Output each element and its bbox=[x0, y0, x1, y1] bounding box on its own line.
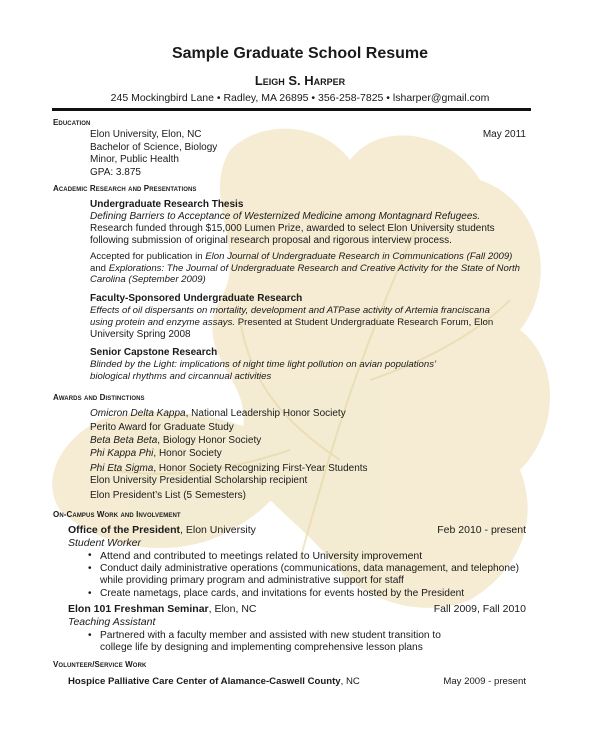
award-item bbox=[90, 475, 307, 487]
capstone-topic-cont: biological rhythms and circannual activities bbox=[90, 371, 272, 382]
section-heading-education: Education bbox=[53, 118, 91, 127]
job-bullet: Create nametags, place cards, and invitations for events hosted by the President bbox=[100, 588, 465, 599]
thesis-funding-cont: following submission of original research proposal and rigorous interview process. bbox=[90, 235, 452, 246]
award-name: Omicron Delta Kappa bbox=[90, 408, 186, 419]
job-bullet: Partnered with a faculty member and assisted with new student transition to bbox=[100, 630, 441, 641]
award-name: Phi Kappa Phi bbox=[90, 448, 154, 459]
section-heading-volunteer: Volunteer/Service Work bbox=[53, 660, 147, 669]
faculty-research-presented: Presented at Student Undergraduate Research Forum, Elon bbox=[235, 317, 494, 328]
publication-and: and bbox=[90, 263, 109, 274]
job-date: Fall 2009, Fall 2010 bbox=[433, 603, 526, 615]
award-desc: , Biology Honor Society bbox=[157, 435, 262, 446]
award-name: Beta Beta Beta bbox=[90, 435, 158, 446]
award-desc: , Honor Society bbox=[153, 448, 222, 459]
bullet-icon: • bbox=[88, 563, 92, 574]
faculty-research-topic-cont: using protein and enzyme assays. bbox=[90, 317, 236, 328]
job-place: , Elon, NC bbox=[208, 603, 257, 615]
thesis-title: Undergraduate Research Thesis bbox=[90, 199, 244, 210]
job-role: Student Worker bbox=[68, 537, 141, 549]
award-item bbox=[90, 422, 234, 434]
job-role: Teaching Assistant bbox=[68, 616, 156, 628]
section-heading-research: Academic Research and Presentations bbox=[53, 184, 197, 193]
volunteer-place: , NC bbox=[340, 676, 360, 687]
award-desc: Perito Award for Graduate Study bbox=[90, 422, 234, 433]
award-item bbox=[90, 490, 246, 502]
job-bullet: Attend and contributed to meetings related to University improvement bbox=[100, 550, 423, 562]
job-bullet-cont: college life by designing and implementing comprehensive lesson plans bbox=[100, 642, 423, 653]
education-degree: Bachelor of Science, Biology bbox=[90, 142, 218, 153]
education-gpa: GPA: 3.875 bbox=[90, 167, 141, 178]
job-bullet-cont: while providing primary program and administrative support for staff bbox=[100, 575, 404, 586]
award-desc: Elon President’s List (5 Semesters) bbox=[90, 490, 246, 501]
faculty-research-topic: Effects of oil dispersants on mortality, development and ATPase activity of Artemia franciscana bbox=[90, 305, 490, 316]
faculty-research-title: Faculty-Sponsored Undergraduate Research bbox=[90, 293, 303, 304]
award-item bbox=[90, 463, 368, 475]
section-heading-awards: Awards and Distinctions bbox=[53, 393, 145, 402]
capstone-topic: Blinded by the Light: implications of night time light pollution on avian populations’ bbox=[90, 359, 437, 370]
applicant-name: Leigh S. Harper bbox=[254, 73, 346, 88]
thesis-topic: Defining Barriers to Acceptance of Westernized Medicine among Montagnard Refugees. bbox=[90, 211, 481, 222]
volunteer-org: Hospice Palliative Care Center of Alamance-Caswell County bbox=[68, 676, 341, 687]
education-date: May 2011 bbox=[482, 129, 526, 140]
section-heading-work: On-Campus Work and Involvement bbox=[53, 510, 181, 519]
award-desc: Elon University Presidential Scholarship recipient bbox=[90, 475, 308, 486]
job-org: Office of the President bbox=[68, 524, 181, 536]
award-desc: , National Leadership Honor Society bbox=[185, 408, 346, 419]
award-desc: , Honor Society Recognizing First-Year Students bbox=[153, 463, 368, 474]
award-item bbox=[90, 435, 261, 447]
publication-journal-2-cont: Carolina (September 2009) bbox=[90, 274, 206, 285]
education-minor: Minor, Public Health bbox=[90, 154, 179, 165]
faculty-research-date: University Spring 2008 bbox=[90, 329, 191, 340]
document-title: Sample Graduate School Resume bbox=[171, 45, 429, 62]
job-place: , Elon University bbox=[180, 524, 256, 536]
award-item bbox=[90, 408, 346, 420]
volunteer-date: May 2009 - present bbox=[443, 676, 526, 687]
contact-info: 245 Mockingbird Lane • Radley, MA 26895 • 356-258-7825 • lsharper@gmail.com bbox=[110, 92, 490, 104]
award-item bbox=[90, 448, 222, 460]
bullet-icon: • bbox=[88, 630, 92, 641]
bullet-icon: • bbox=[88, 588, 92, 599]
publication-prefix: Accepted for publication in bbox=[90, 251, 206, 262]
job-date: Feb 2010 - present bbox=[437, 524, 526, 536]
education-school: Elon University, Elon, NC bbox=[90, 129, 202, 140]
award-name: Phi Eta Sigma bbox=[90, 463, 154, 474]
publication-journal-2: Explorations: The Journal of Undergraduate Research and Creative Activity for the State of North bbox=[108, 263, 521, 274]
header-rule bbox=[52, 108, 531, 111]
publication-journal-1: Elon Journal of Undergraduate Research in Communications (Fall 2009) bbox=[205, 251, 513, 262]
bullet-icon: • bbox=[88, 550, 92, 561]
job-bullet: Conduct daily administrative operations (communications, data management, and telephone) bbox=[100, 563, 520, 574]
thesis-funding: Research funded through $15,000 Lumen Prize, awarded to select Elon University students bbox=[90, 223, 495, 234]
capstone-title: Senior Capstone Research bbox=[90, 347, 218, 358]
job-org: Elon 101 Freshman Seminar bbox=[68, 603, 209, 615]
